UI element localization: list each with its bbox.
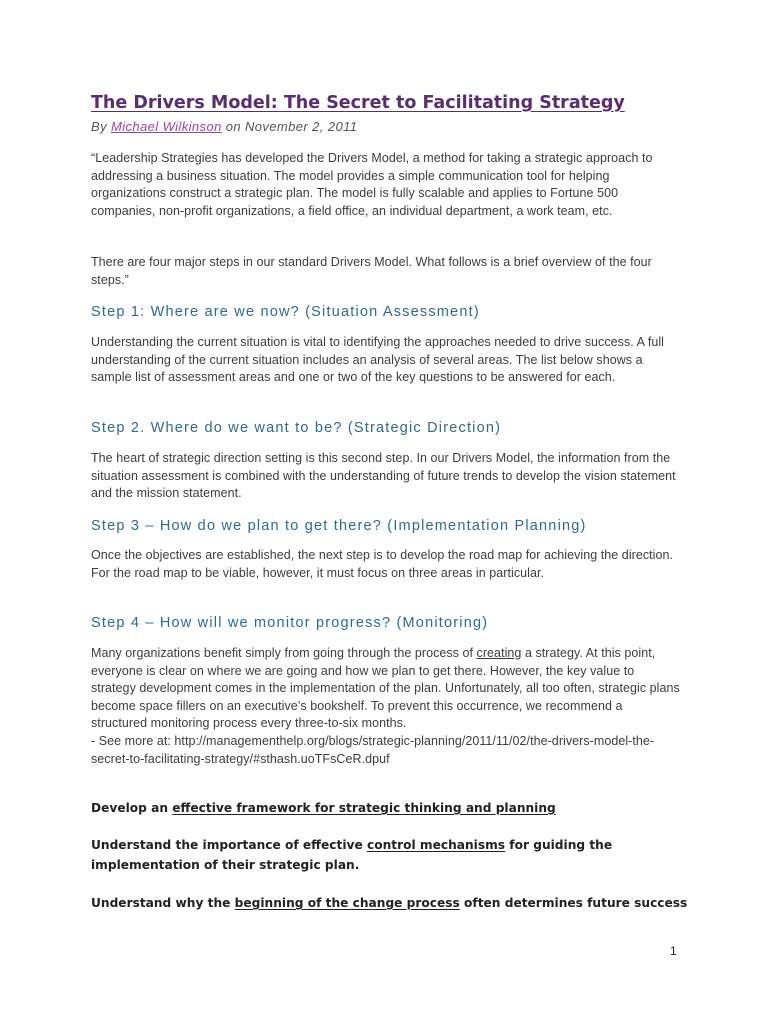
intro-paragraph-2: There are four major steps in our standard Drivers Model. What follows is a brief overview of the four steps.” — [91, 255, 652, 287]
author-link[interactable]: Michael Wilkinson — [110, 119, 222, 134]
step-2-heading: Step 2. Where do we want to be? (Strategic Direction) — [91, 420, 502, 436]
step-3-heading: Step 3 – How do we plan to get there? (Implementation Planning) — [91, 518, 587, 534]
outcome-2-link[interactable]: control mechanisms — [366, 838, 506, 852]
page-number: 1 — [670, 944, 677, 958]
outcome-3-link[interactable]: beginning of the change process — [234, 896, 460, 910]
step-3-body: Once the objectives are established, the next step is to develop the road map for achieving the direction. For the road map to be viable, however, it must focus on three areas in particular. — [91, 548, 674, 580]
outcome-3 — [91, 893, 691, 913]
byline — [91, 119, 357, 134]
outcome-2-end: for guiding the implementation of their strategic plan. — [91, 838, 613, 872]
step-1-body: Understanding the current situation is vital to identifying the approaches needed to drive success. A full understanding of the current situation includes an analysis of several areas. The list below shows a sample list of assessment areas and one or two of the key questions to be answered for each. — [91, 335, 664, 385]
intro-paragraph-1: “Leadership Strategies has developed the Drivers Model, a method for taking a strategic approach to addressing a business situation. The model provides a simple communication tool for helping organizations construct a strategic plan. The model is fully scalable and applies to Fortune 500 companies, non-profit organizations, a field office, an individual department, a work team, etc. — [91, 151, 653, 218]
byline-prefix: By — [91, 119, 111, 134]
outcome-1-link[interactable]: effective framework for strategic thinking and planning — [172, 801, 556, 815]
outcome-1-start: Develop an — [91, 801, 173, 815]
creating-link[interactable]: creating — [476, 646, 522, 660]
outcome-3-end: often determines future success — [459, 896, 688, 910]
outcome-2 — [91, 835, 691, 875]
outcome-2-start: Understand the importance of effective — [91, 838, 367, 852]
outcome-3-start: Understand why the — [91, 896, 235, 910]
see-more-link[interactable]: - See more at: http://managementhelp.org/blogs/strategic-planning/2011/11/02/the-drivers-model-the-secret-to-facilitating-strategy/#sthash.uoTFsCeR.dpuf — [91, 733, 655, 766]
step-1-heading: Step 1: Where are we now? (Situation Assessment) — [91, 304, 480, 320]
outcome-1 — [91, 798, 691, 818]
step-4-heading: Step 4 – How will we monitor progress? (Monitoring) — [91, 615, 489, 631]
step-4-body-end: a strategy. At this point, everyone is clear on where we are going and how we plan to get there. However, the key value to strategy development comes in the implementation of the plan. Unfortunately, all too often, strategic plans become space fillers on an executive’s bookshelf. To prevent this occurrence, we recommend a structured monitoring process every three-to-six months. — [91, 646, 680, 731]
step-4-body-start: Many organizations benefit simply from going through the process of — [91, 646, 477, 660]
step-2-body: The heart of strategic direction setting is this second step. In our Drivers Model, the information from the situation assessment is combined with the understanding of future trends to develop the vision statement and the mission statement. — [91, 451, 676, 501]
article-title: The Drivers Model: The Secret to Facilitating Strategy — [91, 93, 625, 113]
step-4-body — [91, 645, 681, 768]
byline-date: on November 2, 2011 — [221, 119, 358, 134]
